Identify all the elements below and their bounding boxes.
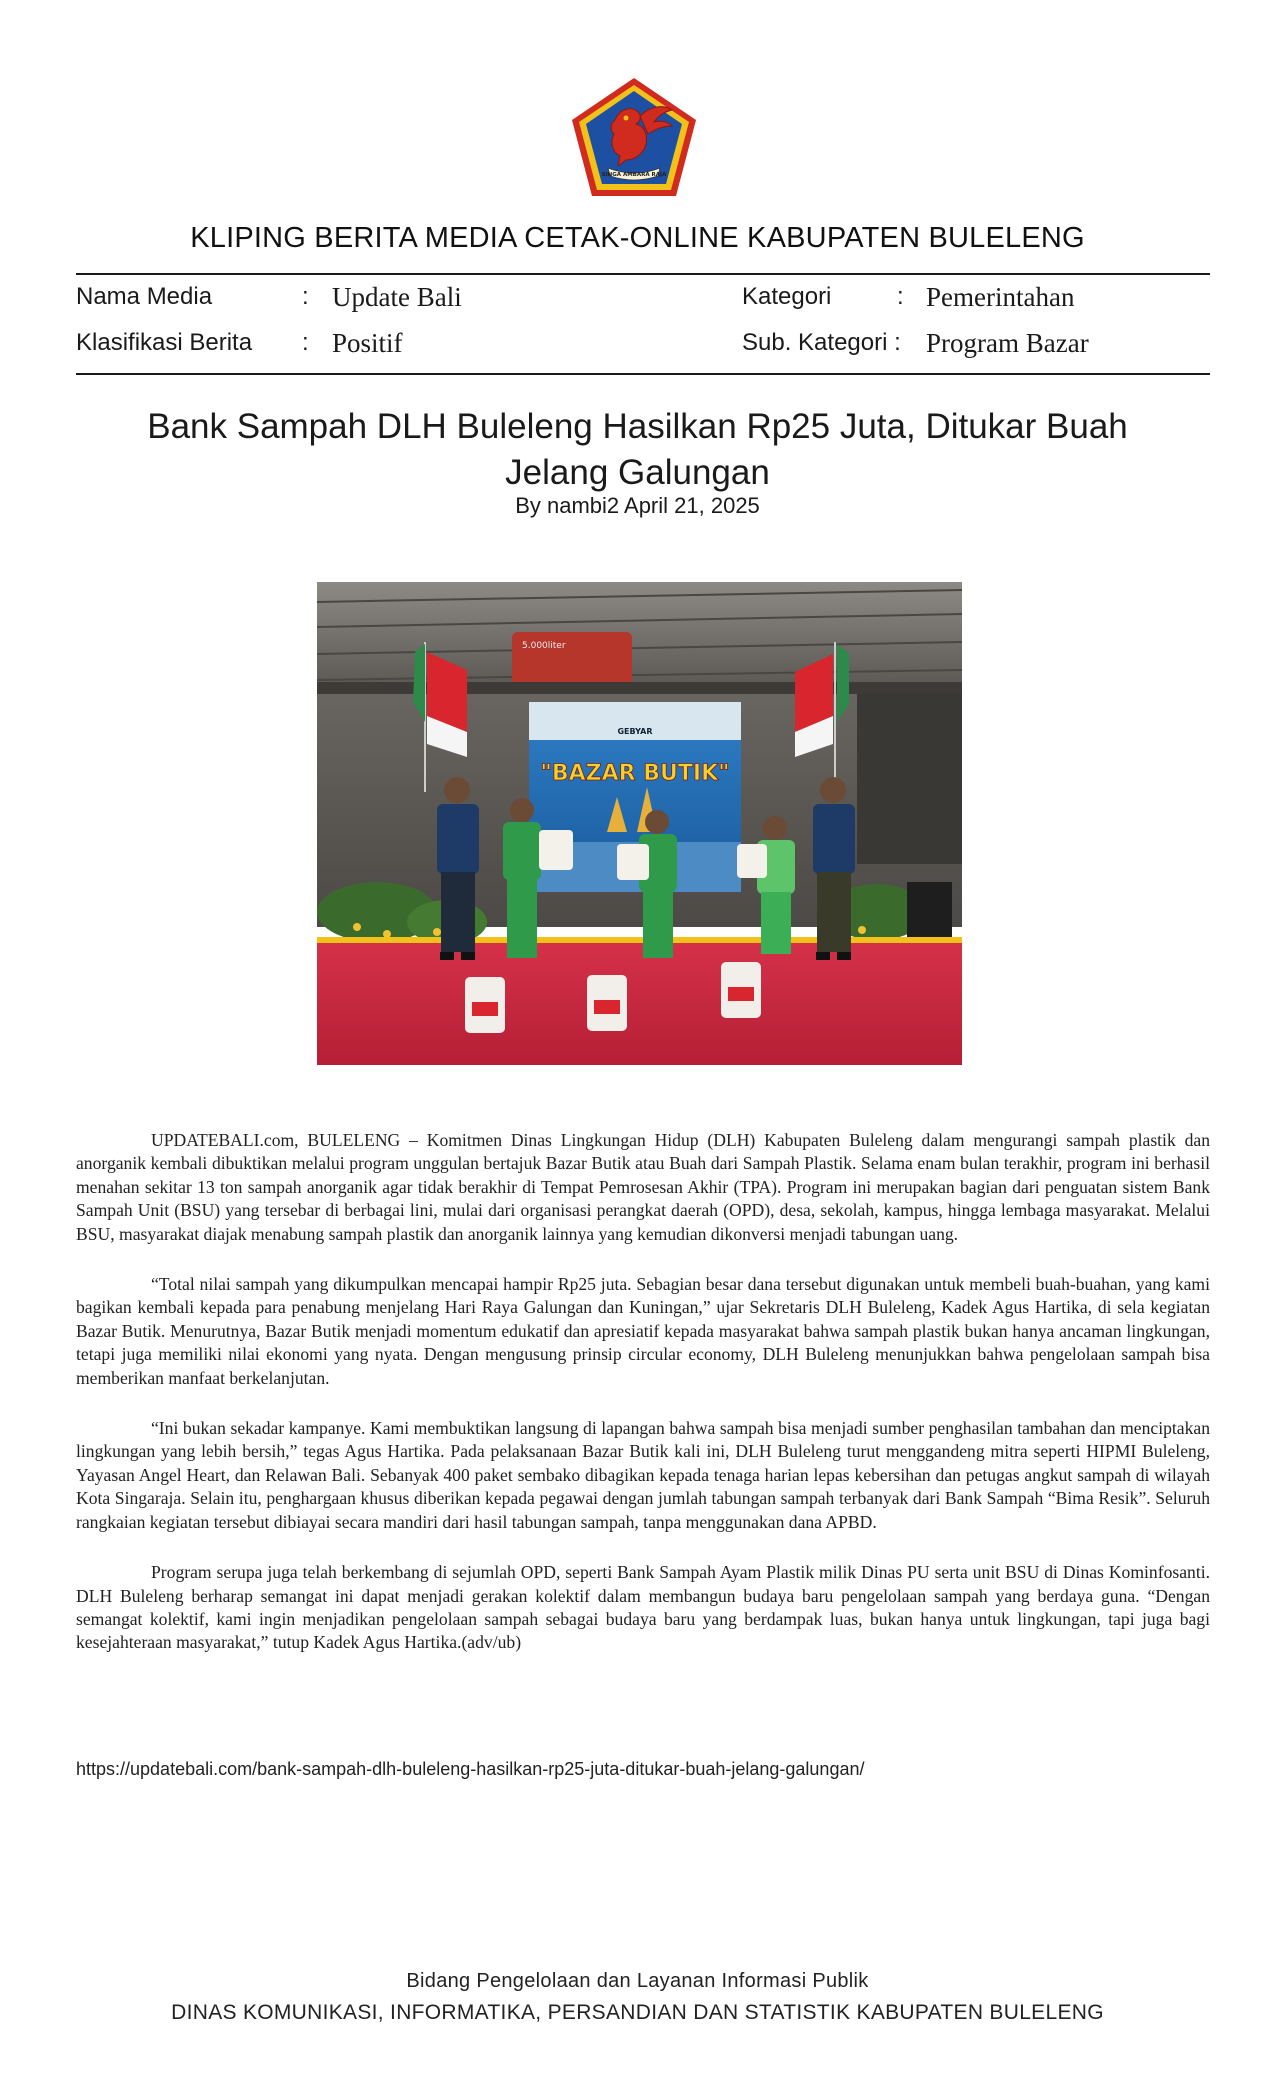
logo-motto: SINGA AMBARA RAJA: [601, 172, 667, 178]
article-paragraph: “Total nilai sampah yang dikumpulkan mencapai hampir Rp25 juta. Sebagian besar dana tersebut digunakan untuk membeli buah-buahan, yang kami bagikan kembali kepada para penabung menjelang Hari Raya Galungan dan Kuningan,” ujar Sekretaris DLH Buleleng, Kadek Agus Hartika, di sela kegiatan Bazar Butik. Menurutnya, Bazar Butik menjadi momentum edukatif dan apresiatif kepada masyarakat bahwa sampah plastik bukan hanya ancaman lingkungan, tetapi juga memiliki nilai ekonomi yang nyata. Dengan mengusung prinsip circular economy, DLH Buleleng menunjukkan bahwa pengelolaan sampah bisa memberikan manfaat berkelanjutan.: [76, 1274, 1210, 1388]
kategori-label: Kategori: [742, 283, 832, 310]
clipping-header-title: KLIPING BERITA MEDIA CETAK-ONLINE KABUPATEN BULELENG: [190, 222, 1085, 254]
subkategori-label: Sub. Kategori :: [742, 329, 901, 356]
media-colon: :: [302, 283, 309, 310]
buleleng-regency-emblem: [568, 76, 700, 198]
article-paragraph: “Ini bukan sekadar kampanye. Kami membuktikan langsung di lapangan bahwa sampah bisa menjadi sumber penghasilan tambahan dan menciptakan lingkungan yang lebih bersih,” tegas Agus Hartika. Pada pelaksanaan Bazar Butik kali ini, DLH Buleleng turut menggandeng mitra seperti HIPMI Buleleng, Yayasan Angel Heart, dan Relawan Bali. Sebanyak 400 paket sembako dibagikan kepada tenaga harian lepas kebersihan dan petugas angkut sampah di wilayah Kota Singaraja. Selain itu, penghargaan khusus diberikan kepada pegawai dengan jumlah tabungan sampah terbanyak dari Bank Sampah “Bima Resik”. Seluruh rangkaian kegiatan tersebut dibiayai secara mandiri dari hasil tabungan sampah, tanpa menggunakan dana APBD.: [76, 1418, 1210, 1532]
article-paragraph: Program serupa juga telah berkembang di sejumlah OPD, seperti Bank Sampah Ayam Plastik milik Dinas PU serta unit BSU di Dinas Kominfosanti. DLH Buleleng berharap semangat ini dapat menjadi gerakan kolektif dalam membangun budaya baru pengelolaan sampah yang berdaya guna. “Dengan semangat kolektif, kami ingin menjadikan pengelolaan sampah sebagai budaya baru yang berdampak luas, bukan hanya untuk lingkungan, tapi juga bagi kesejahteraan masyarakat,” tutup Kadek Agus Hartika.(adv/ub): [76, 1562, 1210, 1653]
kategori-value: Pemerintahan: [926, 282, 1075, 312]
klasifikasi-value: Positif: [332, 328, 403, 358]
article-title: Bank Sampah DLH Buleleng Hasilkan Rp25 Juta, Ditukar Buah Jelang Galungan: [147, 407, 1128, 492]
article-body: [76, 1129, 1210, 1682]
header-divider-top: [76, 273, 1210, 275]
footer-department: Bidang Pengelolaan dan Layanan Informasi Publik: [406, 1970, 869, 1992]
photo-banner-title: "BAZAR BUTIK": [540, 761, 730, 786]
klasifikasi-colon: :: [302, 329, 309, 356]
photo-tank-label: 5.000liter: [522, 641, 566, 651]
source-link[interactable]: https://updatebali.com/bank-sampah-dlh-buleleng-hasilkan-rp25-juta-ditukar-buah-jelang-galungan/: [76, 1759, 865, 1779]
media-value: Update Bali: [332, 282, 462, 312]
kategori-colon: :: [897, 283, 904, 310]
subkategori-value: Program Bazar: [926, 328, 1089, 358]
article-byline: By nambi2 April 21, 2025: [515, 493, 760, 518]
footer-agency: DINAS KOMUNIKASI, INFORMATIKA, PERSANDIAN DAN STATISTIK KABUPATEN BULELENG: [171, 2001, 1104, 2024]
article-paragraph: UPDATEBALI.com, BULELENG – Komitmen Dinas Lingkungan Hidup (DLH) Kabupaten Buleleng dalam mengurangi sampah plastik dan anorganik kembali dibuktikan melalui program unggulan bertajuk Bazar Butik atau Buah dari Sampah Plastik. Selama enam bulan terakhir, program ini berhasil menahan sekitar 13 ton sampah anorganik agar tidak berakhir di Tempat Pemrosesan Akhir (TPA). Program ini merupakan bagian dari penguatan sistem Bank Sampah Unit (BSU) yang tersebar di berbagai lini, mulai dari organisasi perangkat daerah (OPD), desa, sekolah, kampus, hingga lembaga masyarakat. Melalui BSU, masyarakat diajak menabung sampah plastik dan anorganik lainnya yang kemudian dikonversi menjadi tabungan uang.: [76, 1130, 1210, 1244]
header-divider-bottom: [76, 373, 1210, 375]
media-label: Nama Media: [76, 283, 213, 310]
klasifikasi-label: Klasifikasi Berita: [76, 329, 253, 356]
photo-banner-subtitle: GEBYAR: [617, 727, 653, 736]
article-photo: [317, 582, 962, 1065]
